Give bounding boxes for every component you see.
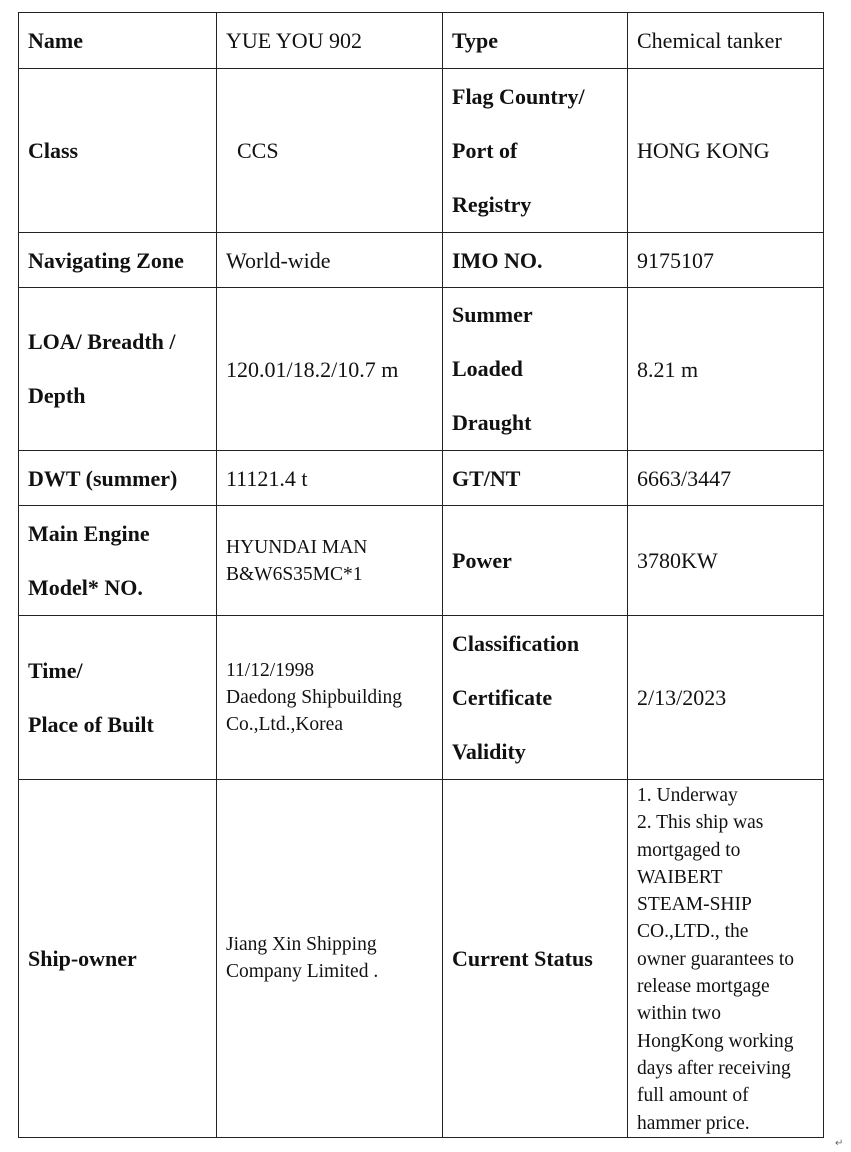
- draught-label-line-3: Draught: [452, 410, 532, 435]
- table-row: [19, 451, 824, 506]
- cert-label-line-3: Validity: [452, 738, 526, 764]
- built-label: [19, 616, 217, 780]
- table-row: [19, 288, 824, 451]
- flag-label-line-1: Flag Country/: [452, 83, 585, 109]
- status-line-5: STEAM-SHIP: [637, 894, 752, 916]
- cert-label-line-2: Certificate: [452, 684, 553, 710]
- power-label: Power: [443, 506, 628, 616]
- owner-value-line-2: Company Limited .: [226, 961, 379, 983]
- dwt-label: DWT (summer): [19, 451, 217, 506]
- built-value-line-3: Co.,Ltd.,Korea: [226, 714, 343, 735]
- status-line-8: release mortgage: [637, 976, 770, 998]
- dims-label: [19, 288, 217, 451]
- built-value-line-2: Daedong Shipbuilding: [226, 687, 403, 708]
- table-row: [19, 69, 824, 233]
- gtnt-label: GT/NT: [443, 451, 628, 506]
- table-row: [19, 616, 824, 780]
- built-label-line-1: Time/: [28, 657, 83, 683]
- status-line-10: HongKong working: [637, 1030, 794, 1052]
- flag-value: HONG KONG: [628, 69, 824, 233]
- table-row: [19, 233, 824, 288]
- zone-value: World-wide: [217, 233, 443, 288]
- table-row: [19, 506, 824, 616]
- engine-label: [19, 506, 217, 616]
- cert-value: 2/13/2023: [628, 616, 824, 780]
- draught-label-line-2: Loaded: [452, 356, 523, 381]
- dims-value: 120.01/18.2/10.7 m: [217, 288, 443, 451]
- owner-value-line-1: Jiang Xin Shipping: [226, 934, 377, 956]
- status-line-7: owner guarantees to: [637, 948, 795, 970]
- name-value: YUE YOU 902: [217, 13, 443, 69]
- dims-label-line-2: Depth: [28, 383, 86, 408]
- ship-details-table: [18, 12, 824, 1138]
- name-label: Name: [19, 13, 217, 69]
- status-line-1: 1. Underway: [637, 785, 738, 806]
- engine-value: [217, 506, 443, 616]
- status-value: [628, 780, 824, 1138]
- imo-value: 9175107: [628, 233, 824, 288]
- status-line-3: mortgaged to: [637, 839, 741, 861]
- flag-label: [443, 69, 628, 233]
- engine-label-line-2: Model* NO.: [28, 574, 143, 600]
- engine-label-line-1: Main Engine: [28, 520, 150, 546]
- status-line-12: full amount of: [637, 1085, 749, 1107]
- cert-label-line-1: Classification: [452, 630, 580, 656]
- type-label: Type: [443, 13, 628, 69]
- flag-label-line-2: Port of: [452, 137, 518, 163]
- paragraph-return-icon: ↵: [835, 1138, 844, 1149]
- owner-value: [217, 780, 443, 1138]
- gtnt-value: 6663/3447: [628, 451, 824, 506]
- built-value: [217, 616, 443, 780]
- owner-label: Ship-owner: [19, 780, 217, 1138]
- status-line-6: CO.,LTD., the: [637, 921, 749, 943]
- draught-label-line-1: Summer: [452, 302, 533, 327]
- class-label: Class: [19, 69, 217, 233]
- status-line-4: WAIBERT: [637, 866, 723, 888]
- status-line-11: days after receiving: [637, 1057, 791, 1079]
- type-value: Chemical tanker: [628, 13, 824, 69]
- draught-label: [443, 288, 628, 451]
- status-line-13: hammer price.: [637, 1112, 750, 1134]
- engine-value-line-2: B&W6S35MC*1: [226, 563, 363, 585]
- table-row: [19, 780, 824, 1138]
- dwt-value: 11121.4 t: [217, 451, 443, 506]
- draught-value: 8.21 m: [628, 288, 824, 451]
- table-row: [19, 13, 824, 69]
- built-value-line-1: 11/12/1998: [226, 660, 315, 681]
- status-line-2: 2. This ship was: [637, 812, 764, 834]
- flag-label-line-3: Registry: [452, 191, 532, 217]
- class-value: CCS: [217, 69, 443, 233]
- power-value: 3780KW: [628, 506, 824, 616]
- built-label-line-2: Place of Built: [28, 711, 154, 737]
- status-line-9: within two: [637, 1003, 721, 1025]
- dims-label-line-1: LOA/ Breadth /: [28, 329, 176, 354]
- status-label: Current Status: [443, 780, 628, 1138]
- cert-label: [443, 616, 628, 780]
- engine-value-line-1: HYUNDAI MAN: [226, 536, 368, 558]
- zone-label: Navigating Zone: [19, 233, 217, 288]
- imo-label: IMO NO.: [443, 233, 628, 288]
